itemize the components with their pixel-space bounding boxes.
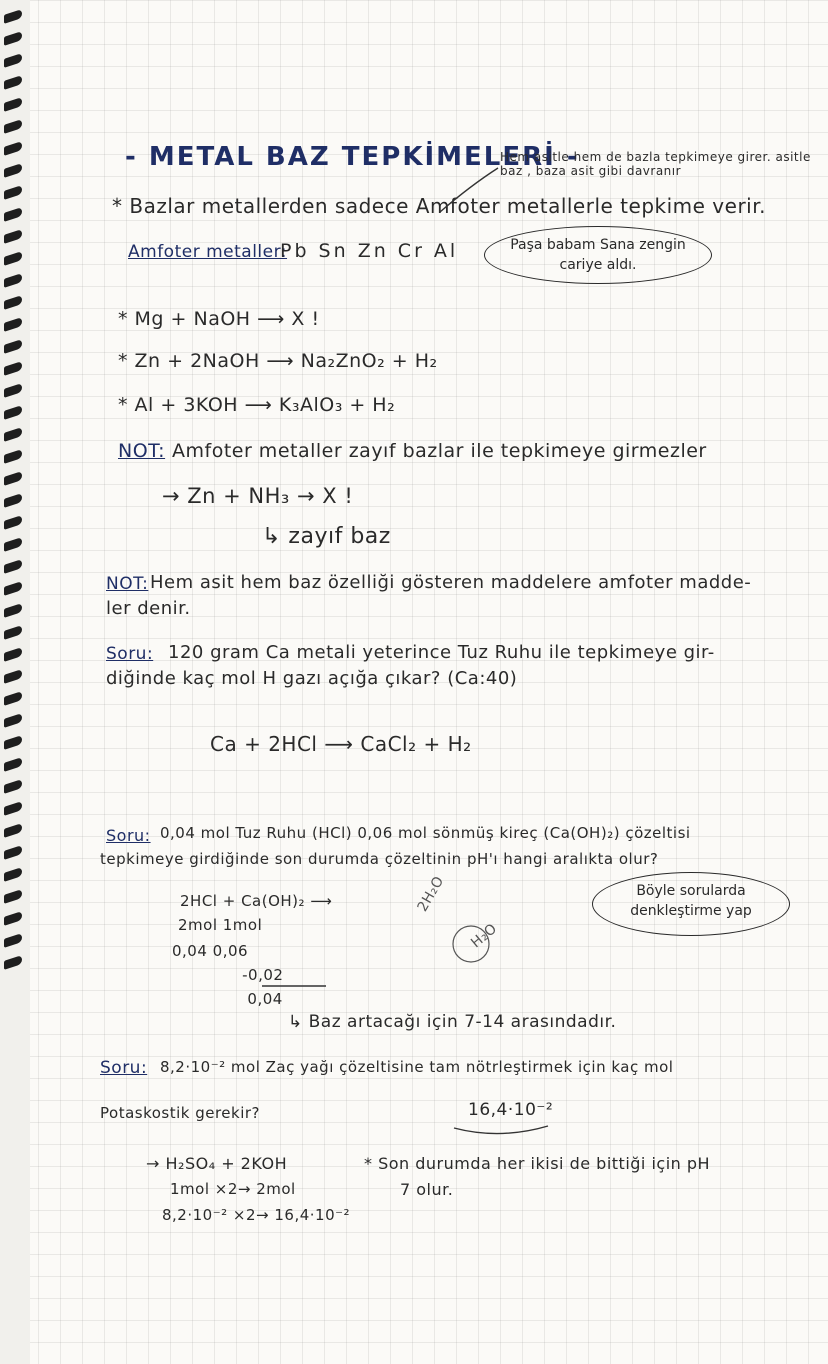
question3-calc-line: 1mol ×2→ 2mol <box>170 1180 296 1198</box>
scribble-circle <box>453 926 489 962</box>
question3-line1: 8,2·10⁻² mol Zaç yağı çözeltisine tam nötrleştirmek için kaç mol <box>160 1058 674 1076</box>
reaction-zn: * Zn + 2NaOH ⟶ Na₂ZnO₂ + H₂ <box>118 350 438 372</box>
side-note-arrow <box>440 168 498 212</box>
reaction-mg: * Mg + NaOH ⟶ X ! <box>118 308 320 330</box>
question2-calc-line: 0,04 0,06 <box>172 942 249 960</box>
note1-text: Amfoter metaller zayıf bazlar ile tepkimeye girmezler <box>172 440 707 462</box>
question2-line2: tepkimeye girdiğinde son durumda çözeltinin pH'ı hangi aralıkta olur? <box>100 850 659 868</box>
question3-calc-line: 8,2·10⁻² ×2→ 16,4·10⁻² <box>162 1206 351 1224</box>
scribble-h2o: H₂O <box>468 920 501 952</box>
question2-label: Soru: <box>106 826 151 845</box>
amfoter-metals: Pb Sn Zn Cr Al <box>280 240 459 262</box>
question1-line2: diğinde kaç mol H gazı açığa çıkar? (Ca:40) <box>106 668 518 689</box>
question2-calc-line: 2HCl + Ca(OH)₂ ⟶ <box>180 892 333 910</box>
question2-line1: 0,04 mol Tuz Ruhu (HCl) 0,06 mol sönmüş kireç (Ca(OH)₂) çözeltisi <box>160 824 691 842</box>
answer-underline <box>454 1126 548 1134</box>
note1-label: NOT: <box>118 440 166 462</box>
question3-note-line1: * Son durumda her ikisi de bittiği için pH <box>364 1154 711 1173</box>
mnemonic-bubble: Paşa babam Sana zengin cariye aldı. <box>484 226 712 284</box>
note2-line2: ler denir. <box>106 598 191 619</box>
question2-calc-line: 2mol 1mol <box>178 916 263 934</box>
page-title: - METAL BAZ TEPKİMELERİ - <box>125 142 580 172</box>
balancing-tip-bubble: Böyle sorularda denkleştirme yap <box>592 872 790 936</box>
question2-calc-line: 0,04 <box>200 990 283 1008</box>
question3-answer: 16,4·10⁻² <box>468 1100 554 1120</box>
amfoter-side-note: Hem asitle hem de bazla tepkimeye girer. asitle baz , baza asit gibi davranır <box>500 150 811 178</box>
question3-note-line2: 7 olur. <box>400 1180 454 1199</box>
intro-line: * Bazlar metallerden sadece Amfoter metallerle tepkime verir. <box>112 194 766 218</box>
note2-line1: Hem asit hem baz özelliği gösteren maddelere amfoter madde- <box>150 572 752 593</box>
question1-line1: 120 gram Ca metali yeterince Tuz Ruhu ile tepkimeye gir- <box>168 642 715 663</box>
weak-base-note: ↳ zayıf baz <box>262 524 391 549</box>
question1-label: Soru: <box>106 644 154 664</box>
question3-label: Soru: <box>100 1058 148 1078</box>
question2-calc-line: -0,02 <box>200 966 284 984</box>
question1-reaction: Ca + 2HCl ⟶ CaCl₂ + H₂ <box>210 732 472 756</box>
zn-nh3-reaction: → Zn + NH₃ → X ! <box>162 484 354 508</box>
note2-label: NOT: <box>106 574 149 594</box>
scribble-h2o: 2H₂O <box>414 873 448 915</box>
amfoter-label: Amfoter metaller: <box>128 242 288 262</box>
reaction-al: * Al + 3KOH ⟶ K₃AlO₃ + H₂ <box>118 394 396 416</box>
question3-line2: Potaskostik gerekir? <box>100 1104 261 1122</box>
question2-answer: ↳ Baz artacağı için 7-14 arasındadır. <box>288 1012 617 1032</box>
question3-calc-line: → H₂SO₄ + 2KOH <box>146 1154 288 1173</box>
